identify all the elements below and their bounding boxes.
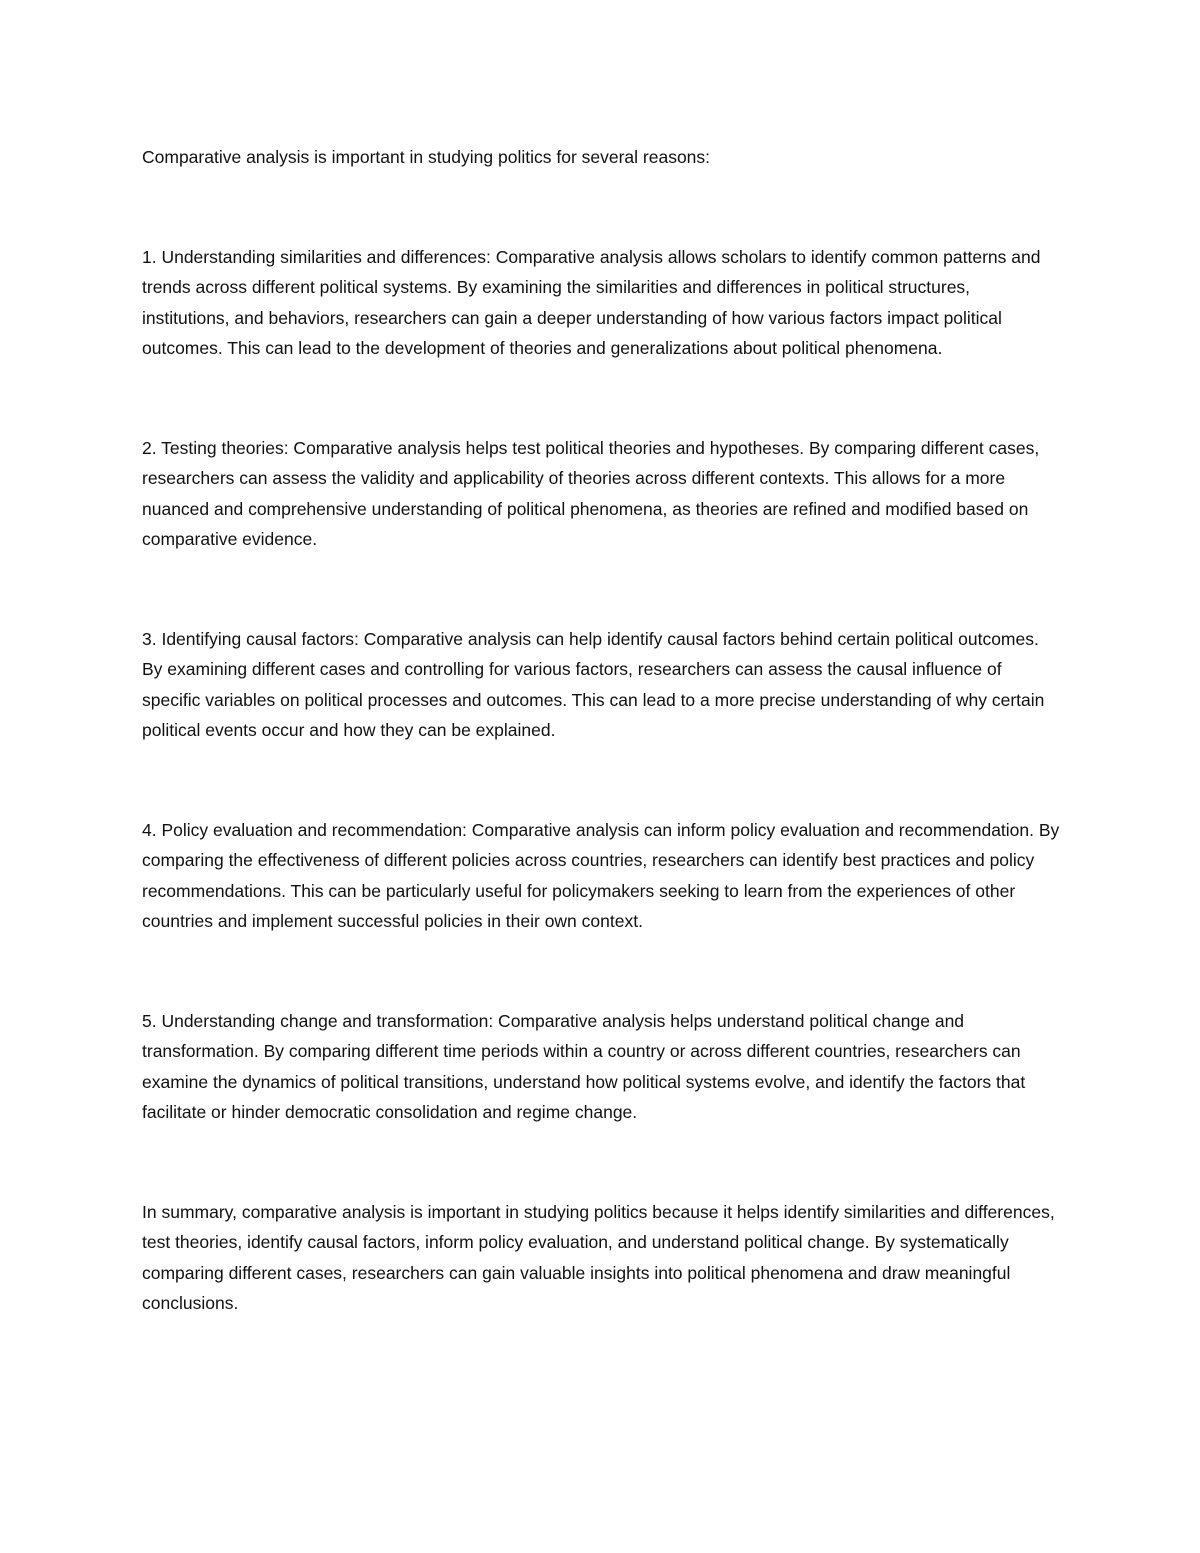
list-item: 2. Testing theories: Comparative analysis helps test political theories and hypotheses. By comparing different cases, researchers can assess the validity and applicability of theories across different contexts. This allows for a more nuanced and comprehensive understanding of political phenomena, as theories are refined and modified based on comparative evidence. (142, 437, 1040, 549)
list-item: 5. Understanding change and transformation: Comparative analysis helps understand political change and transformation. By comparing different time periods within a country or across different countries, researchers can examine the dynamics of political transitions, understand how political systems evolve, and identify the factors that facilitate or hinder democratic consolidation and regime change. (142, 1010, 1026, 1122)
summary-paragraph: In summary, comparative analysis is important in studying politics because it helps identify similarities and differences, test theories, identify causal factors, inform policy evaluation, and understand political change. By systematically comparing different cases, researchers can gain valuable insights into political phenomena and draw meaningful conclusions. (142, 1201, 1055, 1313)
intro-paragraph: Comparative analysis is important in studying politics for several reasons: (142, 147, 711, 167)
document-body (142, 142, 1062, 1319)
list-item: 3. Identifying causal factors: Comparative analysis can help identify causal factors behind certain political outcomes. By examining different cases and controlling for various factors, researchers can assess the causal influence of specific variables on political processes and outcomes. This can lead to a more precise understanding of why certain political events occur and how they can be explained. (142, 628, 1045, 740)
list-item: 1. Understanding similarities and differences: Comparative analysis allows scholars to identify common patterns and trends across different political systems. By examining the similarities and differences in political structures, institutions, and behaviors, researchers can gain a deeper understanding of how various factors impact political outcomes. This can lead to the development of theories and generalizations about political phenomena. (142, 246, 1041, 358)
list-item: 4. Policy evaluation and recommendation: Comparative analysis can inform policy evaluation and recommendation. By comparing the effectiveness of different policies across countries, researchers can identify best practices and policy recommendations. This can be particularly useful for policymakers seeking to learn from the experiences of other countries and implement successful policies in their own context. (142, 819, 1060, 931)
